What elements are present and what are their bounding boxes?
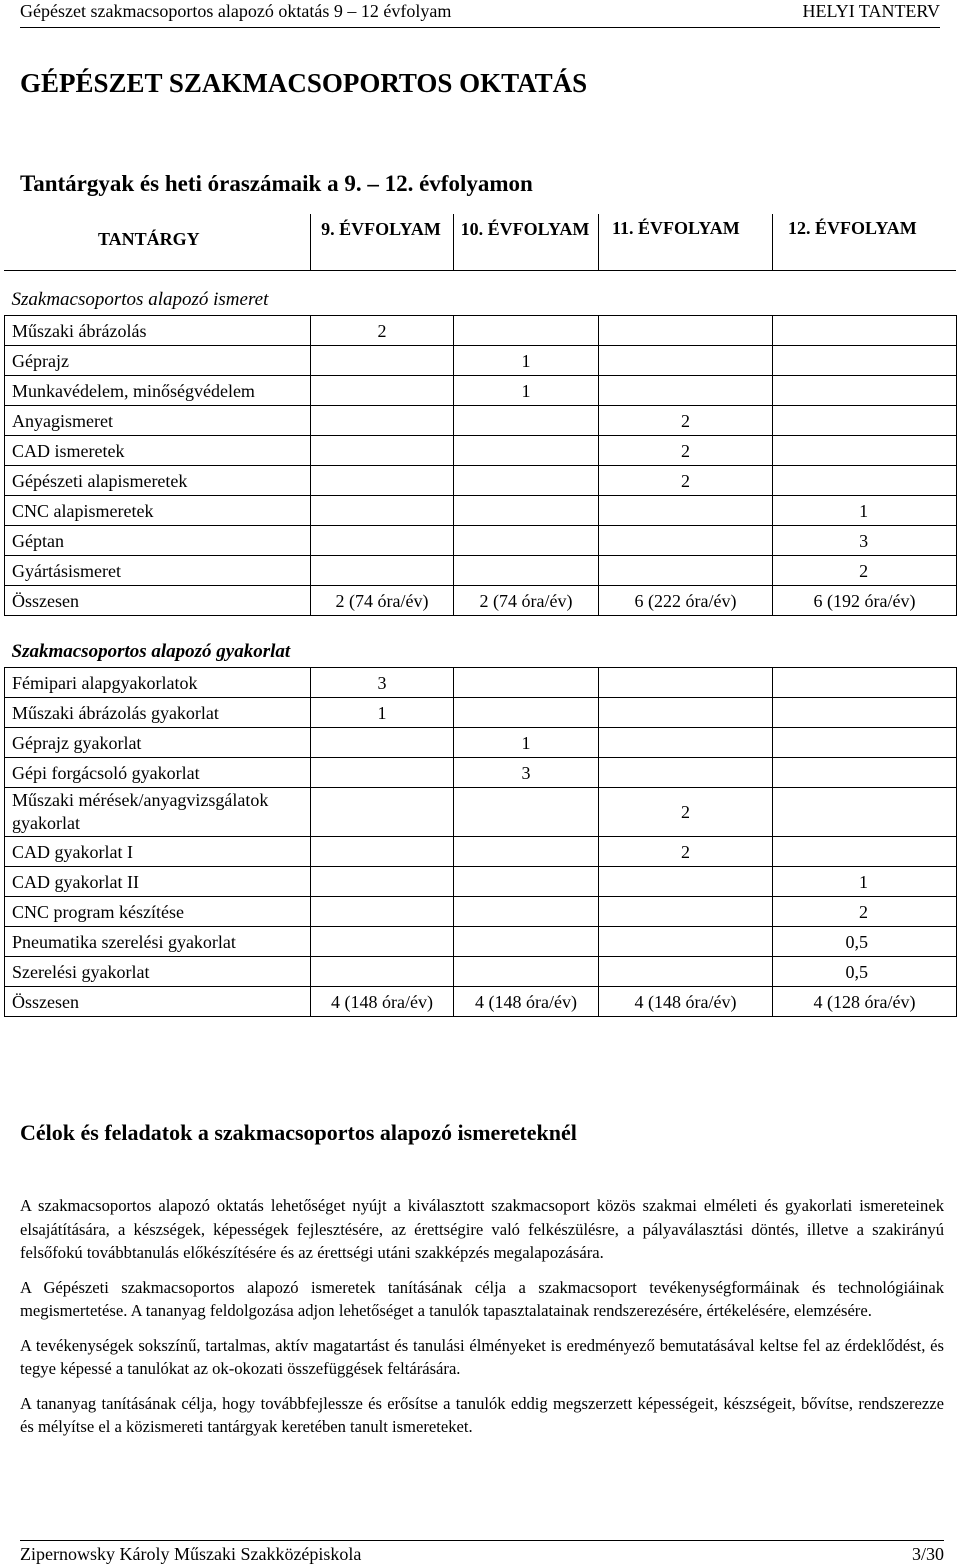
header-divider — [310, 214, 311, 270]
hours-grade-11 — [599, 316, 773, 346]
hours-grade-11 — [599, 897, 773, 927]
hours-grade-9: 2 (74 óra/év) — [311, 586, 454, 616]
hours-grade-10 — [454, 957, 599, 987]
hours-grade-11: 2 — [599, 406, 773, 436]
hours-grade-10: 1 — [454, 728, 599, 758]
hours-grade-12 — [773, 788, 957, 837]
hours-grade-9 — [311, 837, 454, 867]
page-subtitle: Tantárgyak és heti óraszámaik a 9. – 12. évfolyamon — [20, 171, 533, 196]
hours-grade-12 — [773, 376, 957, 406]
subject-name: Pneumatika szerelési gyakorlat — [5, 927, 311, 957]
page-footer — [20, 1540, 944, 1567]
subject-name: CNC program készítése — [5, 897, 311, 927]
goals-paragraph: A tananyag tanításának célja, hogy továbbfejlessze és erősítse a tanulók eddig megszerzett képességeit, készségeit, bővítse, rendszerezze és mélyítse el a közismereti tantárgyak keretében tanult ismereteket. — [20, 1393, 944, 1436]
hours-grade-11 — [599, 758, 773, 788]
header-left-text: Gépészet szakmacsoportos alapozó oktatás 9 – 12 évfolyam — [20, 1, 452, 21]
hours-grade-9 — [311, 728, 454, 758]
header-subject: TANTÁRGY — [98, 229, 200, 249]
header-bottom-rule — [4, 270, 956, 271]
hours-grade-10 — [454, 668, 599, 698]
hours-grade-12 — [773, 316, 957, 346]
subject-name: CNC alapismeretek — [5, 496, 311, 526]
hours-grade-9 — [311, 406, 454, 436]
hours-grade-11 — [599, 346, 773, 376]
hours-grade-11 — [599, 668, 773, 698]
hours-grade-10 — [454, 466, 599, 496]
hours-grade-11: 2 — [599, 436, 773, 466]
table-row — [5, 496, 957, 526]
hours-grade-12: 1 — [773, 496, 957, 526]
hours-grade-9 — [311, 436, 454, 466]
hours-grade-12: 2 — [773, 556, 957, 586]
page-header — [20, 0, 940, 28]
hours-grade-9 — [311, 897, 454, 927]
hours-grade-12 — [773, 758, 957, 788]
hours-grade-9 — [311, 867, 454, 897]
hours-grade-9 — [311, 346, 454, 376]
hours-grade-10 — [454, 897, 599, 927]
goals-paragraph: A szakmacsoportos alapozó oktatás lehetőséget nyújt a kiválasztott szakmacsoport közös szakmai elméleti és gyakorlati ismereteinek elsajátítására, a készségek, képességek fejlesztésére, az érettségire való felkészülésre, a pályaválasztási döntés, illetve a szakirányú felsőfokú továbbtanulás előkészítésére és az érettségi utáni szakképzés megalapozására. — [20, 1196, 944, 1262]
subject-name: Gépi forgácsoló gyakorlat — [5, 758, 311, 788]
hours-grade-11 — [599, 927, 773, 957]
hours-grade-11 — [599, 698, 773, 728]
hours-grade-9 — [311, 376, 454, 406]
subject-name: Munkavédelem, minőségvédelem — [5, 376, 311, 406]
practice-section-title: Szakmacsoportos alapozó gyakorlat — [11, 641, 291, 662]
table-row — [5, 867, 957, 897]
hours-grade-10: 1 — [454, 376, 599, 406]
goals-paragraph: A tevékenységek sokszínű, tartalmas, aktív magatartást és tanulási élményeket is eredményező bemutatásával keltse fel az érdeklődést, és tegye képessé a tanulókat az ok-okozati összefüggések feltárására. — [20, 1335, 944, 1378]
goals-text — [20, 1194, 944, 1450]
hours-grade-11 — [599, 957, 773, 987]
subject-name: Géprajz — [5, 346, 311, 376]
table-row — [5, 316, 957, 346]
subject-name: CAD ismeretek — [5, 436, 311, 466]
subject-name: Fémipari alapgyakorlatok — [5, 668, 311, 698]
header-grade-12: 12. ÉVFOLYAM — [788, 218, 917, 238]
hours-grade-10 — [454, 436, 599, 466]
hours-grade-12: 6 (192 óra/év) — [773, 586, 957, 616]
hours-grade-12 — [773, 346, 957, 376]
hours-grade-12 — [773, 466, 957, 496]
hours-grade-11 — [599, 867, 773, 897]
theory-section-title: Szakmacsoportos alapozó ismeret — [11, 289, 269, 310]
header-right-text: HELYI TANTERV — [802, 1, 940, 21]
hours-grade-11: 2 — [599, 466, 773, 496]
subject-name: Gépészeti alapismeretek — [5, 466, 311, 496]
table-row — [5, 346, 957, 376]
table-row — [5, 556, 957, 586]
hours-grade-12 — [773, 837, 957, 867]
hours-grade-10 — [454, 526, 599, 556]
table-row — [5, 788, 957, 837]
section-title-row — [5, 284, 957, 316]
table-row — [5, 668, 957, 698]
subject-name: Géptan — [5, 526, 311, 556]
table-row — [5, 837, 957, 867]
hours-grade-11 — [599, 376, 773, 406]
hours-grade-12 — [773, 406, 957, 436]
hours-grade-12: 0,5 — [773, 927, 957, 957]
header-grade-10: 10. ÉVFOLYAM — [460, 219, 590, 239]
hours-grade-11: 2 — [599, 837, 773, 867]
hours-grade-12 — [773, 698, 957, 728]
total-row — [5, 987, 957, 1017]
subject-name: CAD gyakorlat II — [5, 867, 311, 897]
page-title: GÉPÉSZET SZAKMACSOPORTOS OKTATÁS — [20, 68, 588, 98]
table-row — [5, 406, 957, 436]
hours-grade-9: 2 — [311, 316, 454, 346]
hours-grade-12 — [773, 668, 957, 698]
hours-grade-10: 2 (74 óra/év) — [454, 586, 599, 616]
header-grade-9: 9. ÉVFOLYAM — [321, 219, 441, 239]
hours-grade-12: 3 — [773, 526, 957, 556]
hours-grade-10: 1 — [454, 346, 599, 376]
hours-grade-11: 2 — [599, 788, 773, 837]
section-title-row — [5, 636, 957, 668]
hours-grade-10 — [454, 698, 599, 728]
hours-grade-9 — [311, 466, 454, 496]
table-row — [5, 897, 957, 927]
hours-grade-9 — [311, 556, 454, 586]
hours-grade-11: 4 (148 óra/év) — [599, 987, 773, 1017]
footer-school-name: Zipernowsky Károly Műszaki Szakközépiskola — [20, 1544, 362, 1564]
goals-heading: Célok és feladatok a szakmacsoportos alapozó ismereteknél — [20, 1120, 577, 1145]
hours-grade-10 — [454, 867, 599, 897]
table-row — [5, 436, 957, 466]
table-row — [5, 927, 957, 957]
hours-grade-9: 4 (148 óra/év) — [311, 987, 454, 1017]
hours-grade-9 — [311, 788, 454, 837]
hours-grade-10 — [454, 496, 599, 526]
footer-page-number: 3/30 — [911, 1544, 944, 1564]
header-divider — [598, 214, 599, 270]
total-row — [5, 586, 957, 616]
total-label: Összesen — [5, 987, 311, 1017]
theory-table — [4, 284, 957, 616]
table-row — [5, 526, 957, 556]
hours-grade-11: 6 (222 óra/év) — [599, 586, 773, 616]
practice-table — [4, 636, 957, 1017]
hours-grade-9: 3 — [311, 668, 454, 698]
table-row — [5, 466, 957, 496]
subject-name: CAD gyakorlat I — [5, 837, 311, 867]
subject-name: Szerelési gyakorlat — [5, 957, 311, 987]
hours-grade-10 — [454, 406, 599, 436]
header-grade-11: 11. ÉVFOLYAM — [612, 218, 740, 238]
hours-grade-12: 1 — [773, 867, 957, 897]
table-row — [5, 698, 957, 728]
hours-grade-10: 4 (148 óra/év) — [454, 987, 599, 1017]
subject-name: Géprajz gyakorlat — [5, 728, 311, 758]
hours-grade-12: 4 (128 óra/év) — [773, 987, 957, 1017]
hours-grade-11 — [599, 556, 773, 586]
goals-paragraph: A Gépészeti szakmacsoportos alapozó ismeretek tanításának célja a szakmacsoport tevékenységformáinak és technológiáinak megismertetése. A tananyag feldolgozása adjon lehetőséget a tanulók tapasztalatainak rendszerezésére, értékelésére, elemzésére. — [20, 1277, 944, 1320]
hours-grade-12: 0,5 — [773, 957, 957, 987]
hours-grade-11 — [599, 496, 773, 526]
hours-grade-11 — [599, 526, 773, 556]
hours-grade-9 — [311, 927, 454, 957]
hours-grade-10 — [454, 927, 599, 957]
hours-grade-10 — [454, 788, 599, 837]
hours-grade-10 — [454, 556, 599, 586]
hours-grade-9 — [311, 957, 454, 987]
header-divider — [772, 214, 773, 270]
table-row — [5, 957, 957, 987]
hours-grade-9 — [311, 496, 454, 526]
table-row — [5, 376, 957, 406]
table-row — [5, 728, 957, 758]
subject-name: Gyártásismeret — [5, 556, 311, 586]
subject-name: Műszaki ábrázolás — [5, 316, 311, 346]
hours-grade-10: 3 — [454, 758, 599, 788]
hours-grade-9: 1 — [311, 698, 454, 728]
hours-grade-11 — [599, 728, 773, 758]
hours-grade-10 — [454, 316, 599, 346]
subject-name: Anyagismeret — [5, 406, 311, 436]
hours-grade-10 — [454, 837, 599, 867]
hours-grade-9 — [311, 758, 454, 788]
hours-grade-9 — [311, 526, 454, 556]
hours-grade-12: 2 — [773, 897, 957, 927]
subject-name: Műszaki mérések/anyagvizsgálatok gyakorlat — [5, 788, 311, 837]
hours-grade-12 — [773, 728, 957, 758]
subject-name: Műszaki ábrázolás gyakorlat — [5, 698, 311, 728]
header-divider — [453, 214, 454, 270]
total-label: Összesen — [5, 586, 311, 616]
table-row — [5, 758, 957, 788]
hours-grade-12 — [773, 436, 957, 466]
